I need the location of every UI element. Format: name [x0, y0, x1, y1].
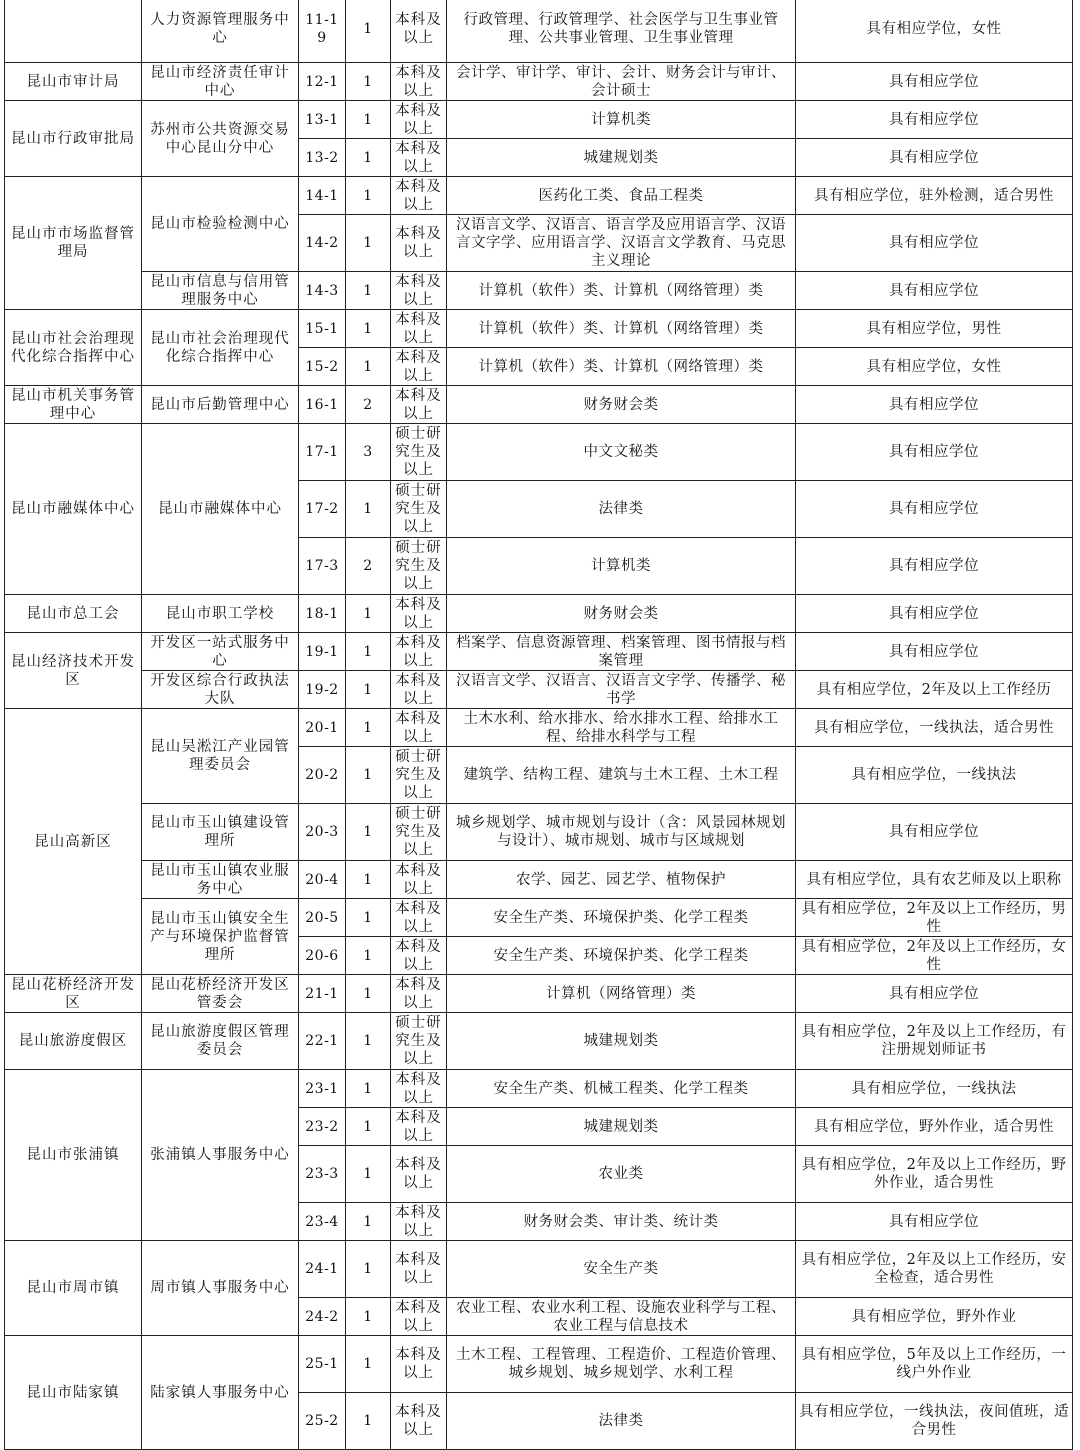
headcount-cell: 1: [346, 177, 391, 215]
requirement-cell: 具有相应学位: [796, 538, 1073, 595]
requirement-cell: 具有相应学位，一线执法，夜间值班，适合男性: [796, 1393, 1073, 1450]
headcount-cell: 1: [346, 1203, 391, 1241]
dept-cell: 昆山花桥经济开发区: [5, 975, 142, 1013]
unit-cell: 昆山花桥经济开发区管委会: [142, 975, 299, 1013]
education-cell: 本科及以上: [391, 671, 447, 709]
education-cell: 本科及以上: [391, 1070, 447, 1108]
position-code-cell: 21-1: [299, 975, 346, 1013]
table-row: [5, 709, 1073, 747]
headcount-cell: 1: [346, 348, 391, 386]
position-code-cell: 20-2: [299, 747, 346, 804]
major-cell: 计算机（软件）类、计算机（网络管理）类: [447, 272, 796, 310]
education-cell: 本科及以上: [391, 899, 447, 937]
requirement-cell: 具有相应学位: [796, 1203, 1073, 1241]
requirement-cell: 具有相应学位: [796, 101, 1073, 139]
requirement-cell: 具有相应学位，女性: [796, 348, 1073, 386]
requirement-cell: 具有相应学位，男性: [796, 310, 1073, 348]
position-code-cell: 13-1: [299, 101, 346, 139]
requirement-cell: 具有相应学位: [796, 386, 1073, 424]
major-cell: 土木水利、给水排水、给水排水工程、给排水工程、给排水科学与工程: [447, 709, 796, 747]
requirement-cell: 具有相应学位，驻外检测，适合男性: [796, 177, 1073, 215]
table-row: [5, 1336, 1073, 1393]
dept-cell: 昆山市融媒体中心: [5, 424, 142, 595]
unit-cell: 昆山市融媒体中心: [142, 424, 299, 595]
requirement-cell: 具有相应学位: [796, 595, 1073, 633]
education-cell: 本科及以上: [391, 975, 447, 1013]
education-cell: 本科及以上: [391, 101, 447, 139]
position-code-cell: 20-6: [299, 937, 346, 975]
headcount-cell: 1: [346, 633, 391, 671]
major-cell: 计算机类: [447, 101, 796, 139]
major-cell: 财务财会类: [447, 595, 796, 633]
dept-cell: [5, 0, 142, 63]
unit-cell: 陆家镇人事服务中心: [142, 1336, 299, 1450]
dept-cell: 昆山市机关事务管理中心: [5, 386, 142, 424]
position-code-cell: 23-1: [299, 1070, 346, 1108]
unit-cell: 昆山市后勤管理中心: [142, 386, 299, 424]
requirement-cell: 具有相应学位，5年及以上工作经历，一线户外作业: [796, 1336, 1073, 1393]
requirement-cell: 具有相应学位，一线执法: [796, 747, 1073, 804]
headcount-cell: 1: [346, 0, 391, 63]
dept-cell: 昆山市陆家镇: [5, 1336, 142, 1450]
education-cell: 本科及以上: [391, 272, 447, 310]
requirement-cell: 具有相应学位，2年及以上工作经历，女性: [796, 937, 1073, 975]
headcount-cell: 1: [346, 709, 391, 747]
major-cell: 农业类: [447, 1146, 796, 1203]
table-row: [5, 595, 1073, 633]
major-cell: 计算机（网络管理）类: [447, 975, 796, 1013]
position-code-cell: 16-1: [299, 386, 346, 424]
unit-cell: 昆山市检验检测中心: [142, 177, 299, 272]
dept-cell: 昆山旅游度假区: [5, 1013, 142, 1070]
table-row: [5, 633, 1073, 671]
position-code-cell: 14-2: [299, 215, 346, 272]
requirement-cell: 具有相应学位，2年及以上工作经历，野外作业，适合男性: [796, 1146, 1073, 1203]
headcount-cell: 1: [346, 1393, 391, 1450]
unit-cell: 昆山市玉山镇农业服务中心: [142, 861, 299, 899]
requirement-cell: 具有相应学位，野外作业，适合男性: [796, 1108, 1073, 1146]
dept-cell: 昆山市社会治理现代化综合指挥中心: [5, 310, 142, 386]
unit-cell: 张浦镇人事服务中心: [142, 1070, 299, 1241]
education-cell: 本科及以上: [391, 1203, 447, 1241]
position-code-cell: 13-2: [299, 139, 346, 177]
position-code-cell: 19-1: [299, 633, 346, 671]
headcount-cell: 1: [346, 861, 391, 899]
unit-cell: 昆山市信息与信用管理服务中心: [142, 272, 299, 310]
dept-cell: 昆山市周市镇: [5, 1241, 142, 1336]
major-cell: 安全生产类、机械工程类、化学工程类: [447, 1070, 796, 1108]
major-cell: 中文文秘类: [447, 424, 796, 481]
dept-cell: 昆山市张浦镇: [5, 1070, 142, 1241]
position-code-cell: 20-5: [299, 899, 346, 937]
education-cell: 本科及以上: [391, 1393, 447, 1450]
unit-cell: 昆山市玉山镇安全生产与环境保护监督管理所: [142, 899, 299, 975]
table-row: [5, 804, 1073, 861]
headcount-cell: 1: [346, 1336, 391, 1393]
education-cell: 本科及以上: [391, 633, 447, 671]
education-cell: 本科及以上: [391, 861, 447, 899]
major-cell: 城建规划类: [447, 1108, 796, 1146]
headcount-cell: 1: [346, 272, 391, 310]
major-cell: 财务财会类: [447, 386, 796, 424]
position-code-cell: 20-3: [299, 804, 346, 861]
requirement-cell: 具有相应学位: [796, 139, 1073, 177]
headcount-cell: 2: [346, 386, 391, 424]
position-code-cell: 14-3: [299, 272, 346, 310]
major-cell: 法律类: [447, 1393, 796, 1450]
position-code-cell: 20-1: [299, 709, 346, 747]
table-row: [5, 861, 1073, 899]
major-cell: 法律类: [447, 481, 796, 538]
headcount-cell: 1: [346, 595, 391, 633]
unit-cell: 周市镇人事服务中心: [142, 1241, 299, 1336]
education-cell: 硕士研究生及以上: [391, 538, 447, 595]
major-cell: 计算机（软件）类、计算机（网络管理）类: [447, 348, 796, 386]
requirement-cell: 具有相应学位: [796, 633, 1073, 671]
education-cell: 本科及以上: [391, 177, 447, 215]
requirement-cell: 具有相应学位，一线执法，适合男性: [796, 709, 1073, 747]
education-cell: 本科及以上: [391, 1298, 447, 1336]
headcount-cell: 1: [346, 481, 391, 538]
requirement-cell: 具有相应学位，2年及以上工作经历，男性: [796, 899, 1073, 937]
education-cell: 本科及以上: [391, 386, 447, 424]
requirement-cell: 具有相应学位: [796, 63, 1073, 101]
education-cell: 本科及以上: [391, 63, 447, 101]
position-code-cell: 11-19: [299, 0, 346, 63]
dept-cell: 昆山市总工会: [5, 595, 142, 633]
requirement-cell: 具有相应学位，野外作业: [796, 1298, 1073, 1336]
headcount-cell: 1: [346, 671, 391, 709]
position-code-cell: 25-1: [299, 1336, 346, 1393]
table-row: [5, 310, 1073, 348]
education-cell: 本科及以上: [391, 1108, 447, 1146]
headcount-cell: 1: [346, 1298, 391, 1336]
major-cell: 汉语言文学、汉语言、汉语言文字学、传播学、秘书学: [447, 671, 796, 709]
education-cell: 硕士研究生及以上: [391, 424, 447, 481]
headcount-cell: 1: [346, 310, 391, 348]
recruitment-table: [4, 0, 1073, 1450]
education-cell: 本科及以上: [391, 0, 447, 63]
requirement-cell: 具有相应学位: [796, 272, 1073, 310]
education-cell: 本科及以上: [391, 1146, 447, 1203]
requirement-cell: 具有相应学位，2年及以上工作经历: [796, 671, 1073, 709]
headcount-cell: 1: [346, 215, 391, 272]
dept-cell: 昆山市行政审批局: [5, 101, 142, 177]
major-cell: 汉语言文学、汉语言、语言学及应用语言学、汉语言文字学、应用语言学、汉语言文学教育、马克思主义理论: [447, 215, 796, 272]
headcount-cell: 1: [346, 804, 391, 861]
requirement-cell: 具有相应学位，一线执法: [796, 1070, 1073, 1108]
table-row: [5, 1013, 1073, 1070]
major-cell: 农学、园艺、园艺学、植物保护: [447, 861, 796, 899]
dept-cell: 昆山市审计局: [5, 63, 142, 101]
dept-cell: 昆山高新区: [5, 709, 142, 975]
major-cell: 城建规划类: [447, 139, 796, 177]
position-code-cell: 22-1: [299, 1013, 346, 1070]
education-cell: 本科及以上: [391, 937, 447, 975]
table-row: [5, 101, 1073, 139]
requirement-cell: 具有相应学位，女性: [796, 0, 1073, 63]
table-row: [5, 671, 1073, 709]
position-code-cell: 17-2: [299, 481, 346, 538]
headcount-cell: 1: [346, 1070, 391, 1108]
major-cell: 城建规划类: [447, 1013, 796, 1070]
headcount-cell: 1: [346, 101, 391, 139]
unit-cell: 昆山市社会治理现代化综合指挥中心: [142, 310, 299, 386]
education-cell: 本科及以上: [391, 310, 447, 348]
position-code-cell: 20-4: [299, 861, 346, 899]
education-cell: 硕士研究生及以上: [391, 747, 447, 804]
position-code-cell: 14-1: [299, 177, 346, 215]
dept-cell: 昆山经济技术开发区: [5, 633, 142, 709]
table-row: [5, 177, 1073, 215]
major-cell: 建筑学、结构工程、建筑与土木工程、土木工程: [447, 747, 796, 804]
requirement-cell: 具有相应学位: [796, 424, 1073, 481]
headcount-cell: 1: [346, 747, 391, 804]
headcount-cell: 1: [346, 899, 391, 937]
unit-cell: 昆山旅游度假区管理委员会: [142, 1013, 299, 1070]
position-code-cell: 18-1: [299, 595, 346, 633]
requirement-cell: 具有相应学位，具有农艺师及以上职称: [796, 861, 1073, 899]
major-cell: 医药化工类、食品工程类: [447, 177, 796, 215]
major-cell: 行政管理、行政管理学、社会医学与卫生事业管理、公共事业管理、卫生事业管理: [447, 0, 796, 63]
headcount-cell: 1: [346, 1013, 391, 1070]
education-cell: 本科及以上: [391, 709, 447, 747]
major-cell: 计算机类: [447, 538, 796, 595]
table-row: [5, 63, 1073, 101]
unit-cell: 昆山吴淞江产业园管理委员会: [142, 709, 299, 804]
headcount-cell: 1: [346, 1146, 391, 1203]
dept-cell: 昆山市市场监督管理局: [5, 177, 142, 310]
table-row: [5, 975, 1073, 1013]
unit-cell: 开发区一站式服务中心: [142, 633, 299, 671]
unit-cell: 苏州市公共资源交易中心昆山分中心: [142, 101, 299, 177]
position-code-cell: 23-2: [299, 1108, 346, 1146]
education-cell: 本科及以上: [391, 348, 447, 386]
requirement-cell: 具有相应学位: [796, 481, 1073, 538]
unit-cell: 昆山市玉山镇建设管理所: [142, 804, 299, 861]
table-row: [5, 899, 1073, 937]
major-cell: 土木工程、工程管理、工程造价、工程造价管理、城乡规划、城乡规划学、水利工程: [447, 1336, 796, 1393]
position-code-cell: 17-1: [299, 424, 346, 481]
major-cell: 安全生产类、环境保护类、化学工程类: [447, 899, 796, 937]
major-cell: 安全生产类、环境保护类、化学工程类: [447, 937, 796, 975]
headcount-cell: 3: [346, 424, 391, 481]
position-code-cell: 25-2: [299, 1393, 346, 1450]
major-cell: 财务财会类、审计类、统计类: [447, 1203, 796, 1241]
table-row: [5, 1241, 1073, 1298]
education-cell: 本科及以上: [391, 1336, 447, 1393]
education-cell: 本科及以上: [391, 139, 447, 177]
unit-cell: 昆山市职工学校: [142, 595, 299, 633]
table-row: [5, 272, 1073, 310]
table-row: [5, 424, 1073, 481]
requirement-cell: 具有相应学位: [796, 975, 1073, 1013]
major-cell: 城乡规划学、城市规划与设计（含：风景园林规划与设计）、城市规划、城市与区域规划: [447, 804, 796, 861]
headcount-cell: 1: [346, 1241, 391, 1298]
education-cell: 本科及以上: [391, 1241, 447, 1298]
requirement-cell: 具有相应学位，2年及以上工作经历，安全检查，适合男性: [796, 1241, 1073, 1298]
headcount-cell: 2: [346, 538, 391, 595]
requirement-cell: 具有相应学位: [796, 215, 1073, 272]
major-cell: 会计学、审计学、审计、会计、财务会计与审计、会计硕士: [447, 63, 796, 101]
headcount-cell: 1: [346, 139, 391, 177]
position-code-cell: 15-2: [299, 348, 346, 386]
unit-cell: 开发区综合行政执法大队: [142, 671, 299, 709]
major-cell: 安全生产类: [447, 1241, 796, 1298]
position-code-cell: 24-2: [299, 1298, 346, 1336]
position-code-cell: 23-3: [299, 1146, 346, 1203]
major-cell: 计算机（软件）类、计算机（网络管理）类: [447, 310, 796, 348]
position-code-cell: 15-1: [299, 310, 346, 348]
headcount-cell: 1: [346, 63, 391, 101]
table-row: [5, 386, 1073, 424]
headcount-cell: 1: [346, 975, 391, 1013]
major-cell: 农业工程、农业水利工程、设施农业科学与工程、农业工程与信息技术: [447, 1298, 796, 1336]
requirement-cell: 具有相应学位，2年及以上工作经历，有注册规划师证书: [796, 1013, 1073, 1070]
position-code-cell: 12-1: [299, 63, 346, 101]
position-code-cell: 17-3: [299, 538, 346, 595]
education-cell: 硕士研究生及以上: [391, 804, 447, 861]
headcount-cell: 1: [346, 937, 391, 975]
education-cell: 硕士研究生及以上: [391, 1013, 447, 1070]
unit-cell: 人力资源管理服务中心: [142, 0, 299, 63]
position-code-cell: 24-1: [299, 1241, 346, 1298]
table-row: [5, 0, 1073, 63]
education-cell: 本科及以上: [391, 215, 447, 272]
requirement-cell: 具有相应学位: [796, 804, 1073, 861]
position-code-cell: 23-4: [299, 1203, 346, 1241]
table-row: [5, 1070, 1073, 1108]
position-code-cell: 19-2: [299, 671, 346, 709]
headcount-cell: 1: [346, 1108, 391, 1146]
education-cell: 硕士研究生及以上: [391, 481, 447, 538]
major-cell: 档案学、信息资源管理、档案管理、图书情报与档案管理: [447, 633, 796, 671]
education-cell: 本科及以上: [391, 595, 447, 633]
unit-cell: 昆山市经济责任审计中心: [142, 63, 299, 101]
